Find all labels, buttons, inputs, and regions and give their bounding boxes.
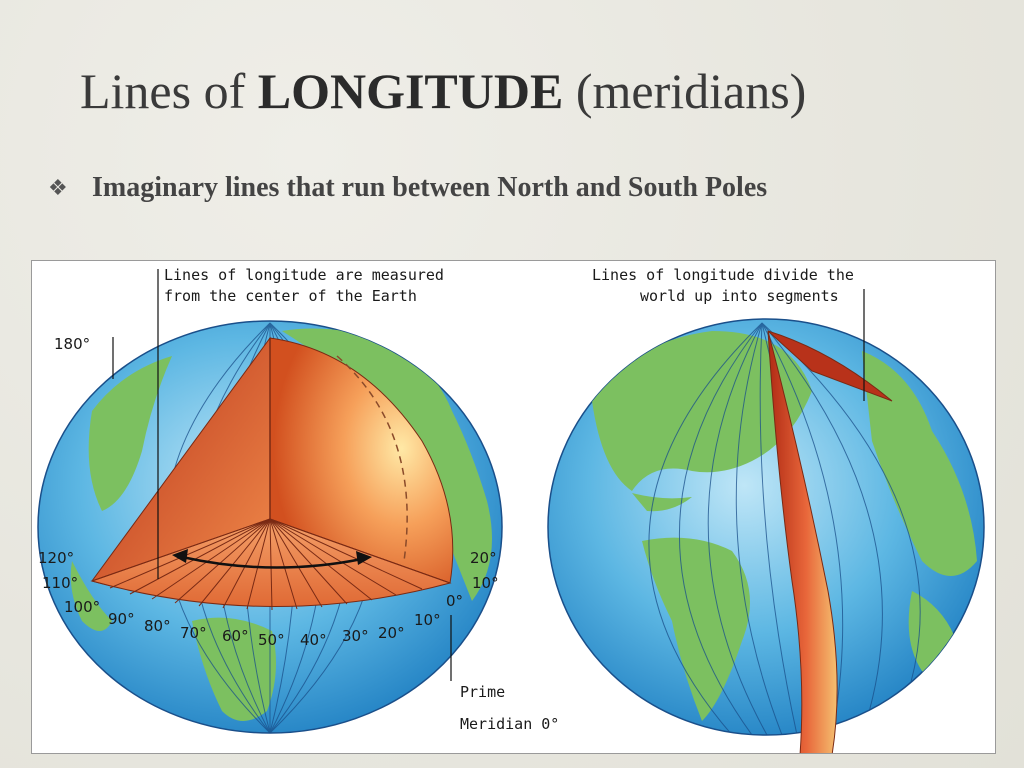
title-prefix: Lines of <box>80 63 258 119</box>
degree-label-180: 180° <box>54 335 91 353</box>
left-caption-line1: Lines of longitude are measured <box>164 266 444 284</box>
title-suffix: (meridians) <box>563 63 807 119</box>
left-caption-line2: from the center of the Earth <box>164 287 417 305</box>
degree-label-80: 80° <box>144 617 171 635</box>
degree-label-100: 100° <box>64 598 101 616</box>
degree-label-50: 50° <box>258 631 285 649</box>
degree-label-30: 30° <box>342 627 369 645</box>
degree-label-0: 0° <box>446 592 464 610</box>
degree-label-20-right: 20° <box>470 549 497 567</box>
degree-label-40: 40° <box>300 631 327 649</box>
title-emphasis: LONGITUDE <box>257 63 564 119</box>
degree-label-10-right: 10° <box>472 574 499 592</box>
prime-meridian-label-line2: Meridian 0° <box>460 715 560 733</box>
degree-label-110: 110° <box>42 574 79 592</box>
diagram-svg <box>32 261 996 754</box>
degree-label-10-bottom: 10° <box>414 611 441 629</box>
left-globe <box>38 269 502 733</box>
longitude-diagram <box>31 260 996 754</box>
bullet-text: Imaginary lines that run between North and South Poles <box>92 172 768 203</box>
degree-label-70: 70° <box>180 624 207 642</box>
degree-label-120: 120° <box>38 549 75 567</box>
degree-label-90: 90° <box>108 610 135 628</box>
right-caption-line2: world up into segments <box>640 287 839 305</box>
right-globe <box>548 289 984 754</box>
diamond-bullet-icon: ❖ <box>48 175 68 201</box>
degree-label-20-bottom: 20° <box>378 624 405 642</box>
prime-meridian-label-line1: Prime <box>460 683 506 701</box>
degree-label-60: 60° <box>222 627 249 645</box>
right-caption-line1: Lines of longitude divide the <box>592 266 854 284</box>
slide-title <box>80 63 807 119</box>
bullet-point <box>48 172 767 204</box>
